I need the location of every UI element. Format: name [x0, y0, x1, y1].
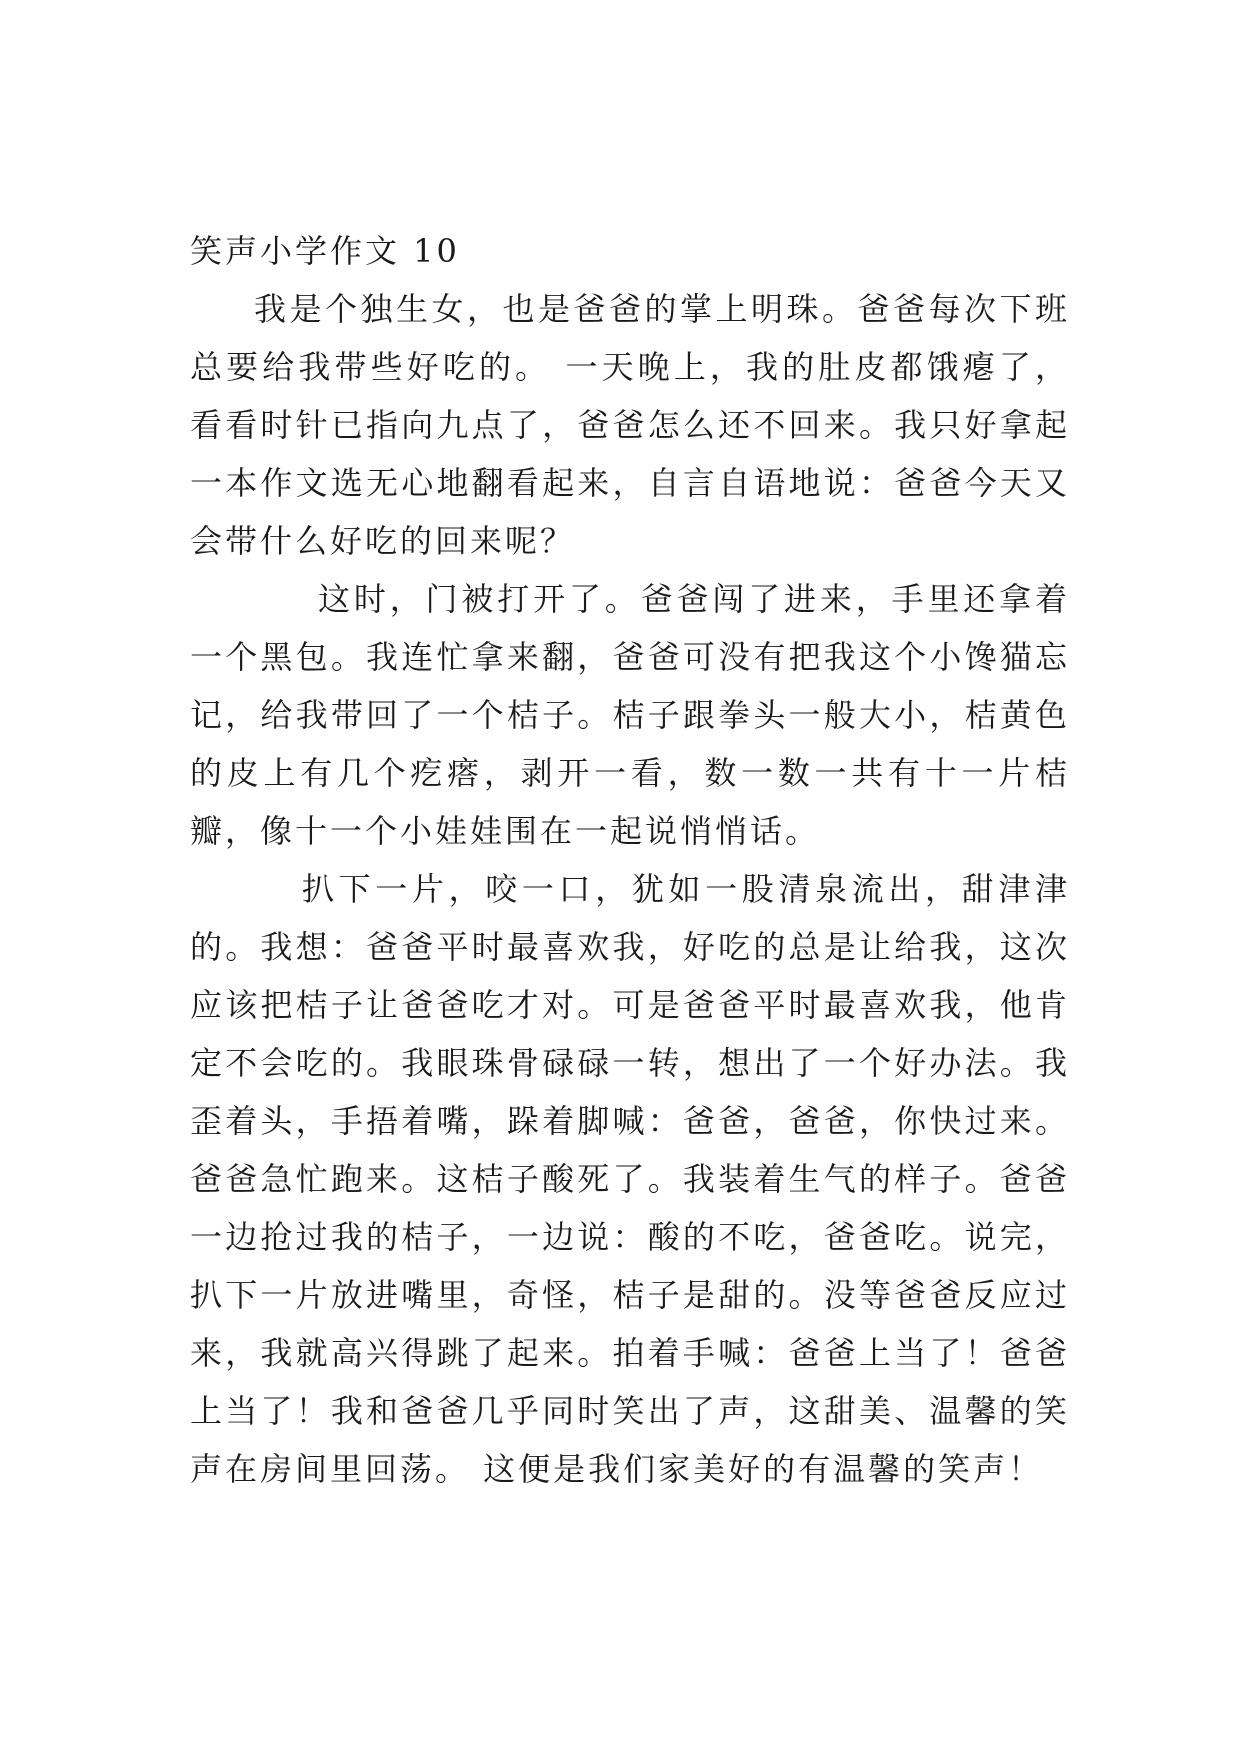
paragraph-3: 扒下一片，咬一口，犹如一股清泉流出，甜津津的。我想：爸爸平时最喜欢我，好吃的总是让给我，这次应该把桔子让爸爸吃才对。可是爸爸平时最喜欢我，他肯定不会吃的。我眼珠骨碌碌一转，想出了一个好办法。我歪着头，手捂着嘴，跺着脚喊：爸爸，爸爸，你快过来。爸爸急忙跑来。这桔子酸死了。我装着生气的样子。爸爸一边抢过我的桔子，一边说：酸的不吃，爸爸吃。说完，扒下一片放进嘴里，奇怪，桔子是甜的。没等爸爸反应过来，我就高兴得跳了起来。拍着手喊：爸爸上当了！爸爸上当了！我和爸爸几乎同时笑出了声，这甜美、温馨的笑声在房间里回荡。 这便是我们家美好的有温馨的笑声！ — [190, 870, 1070, 1488]
paragraph-1: 我是个独生女，也是爸爸的掌上明珠。爸爸每次下班总要给我带些好吃的。 一天晚上，我的肚皮都饿瘪了，看看时针已指向九点了，爸爸怎么还不回来。我只好拿起一本作文选无心地翻看起来，自言自语地说：爸爸今天又会带什么好吃的回来呢？ — [190, 290, 1070, 560]
document-title: 笑声小学作文 10 — [190, 232, 460, 270]
document-body — [190, 222, 1070, 1498]
paragraph-2: 这时，门被打开了。爸爸闯了进来，手里还拿着一个黑包。我连忙拿来翻，爸爸可没有把我这个小馋猫忘记，给我带回了一个桔子。桔子跟拳头一般大小，桔黄色的皮上有几个疙瘩，剥开一看，数一数一共有十一片桔瓣，像十一个小娃娃围在一起说悄悄话。 — [190, 580, 1070, 850]
